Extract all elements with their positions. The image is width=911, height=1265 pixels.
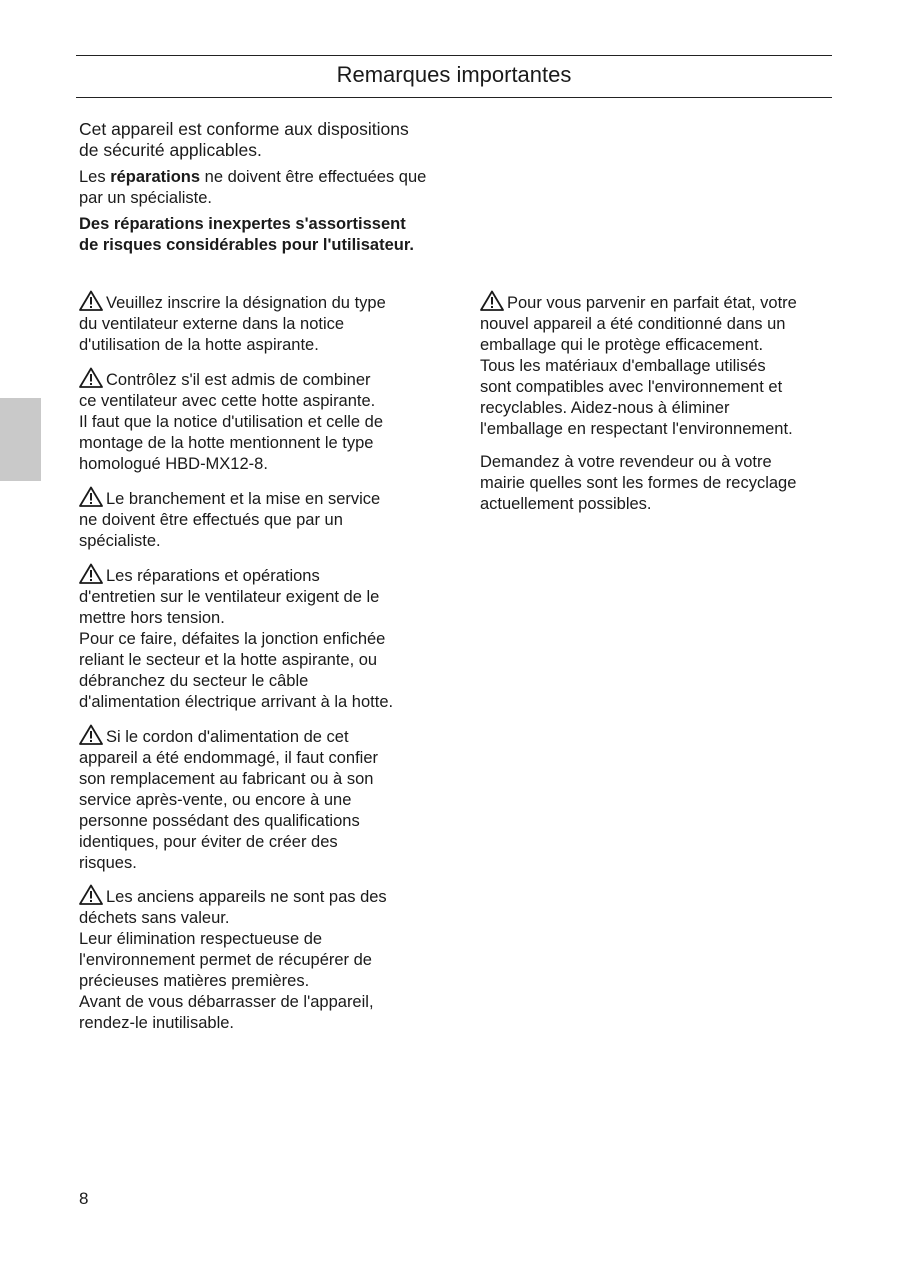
section-tab-marker xyxy=(0,398,41,481)
paragraph-line: Pour vous parvenir en parfait état, votre xyxy=(507,294,797,312)
warning-triangle-icon xyxy=(79,724,103,745)
header-bottom-rule xyxy=(76,97,832,98)
warning-line: rendez-le inutilisable. xyxy=(79,1014,235,1032)
warning-triangle-icon xyxy=(480,290,504,311)
warning-line: service après-vente, ou encore à une xyxy=(79,791,352,809)
warning-block-maintenance xyxy=(79,563,431,713)
repairs-bold: réparations xyxy=(110,168,201,186)
warning-line: Contrôlez s'il est admis de combiner xyxy=(106,371,371,389)
paragraph-line: Tous les matériaux d'emballage utilisés xyxy=(480,357,766,375)
warning-line: Les réparations et opérations xyxy=(106,567,320,585)
warning-triangle-icon xyxy=(79,563,103,584)
warning-line: précieuses matières premières. xyxy=(79,972,310,990)
warning-block-connection xyxy=(79,486,431,552)
warning-line: d'alimentation électrique arrivant à la hotte. xyxy=(79,693,394,711)
warning-line: d'entretien sur le ventilateur exigent de le xyxy=(79,588,380,606)
warning-line: du ventilateur externe dans la notice xyxy=(79,315,345,333)
warning-block-old-appliances xyxy=(79,884,431,1034)
warning-block-compatibility xyxy=(79,367,431,475)
warning-line: débranchez du secteur le câble xyxy=(79,672,309,690)
paragraph-line: emballage qui le protège efficacement. xyxy=(480,336,764,354)
warning-line: ce ventilateur avec cette hotte aspirante. xyxy=(79,392,376,410)
warning-line: appareil a été endommagé, il faut confier xyxy=(79,749,379,767)
warning-line: Si le cordon d'alimentation de cet xyxy=(106,728,349,746)
repairs-paragraph xyxy=(79,167,429,209)
warning-line: Il faut que la notice d'utilisation et celle de xyxy=(79,413,384,431)
repairs-suffix: ne doivent être effectuées que par un spécialiste. xyxy=(79,168,427,207)
paragraph-line: mairie quelles sont les formes de recyclage xyxy=(480,474,797,492)
warning-line: identiques, pour éviter de créer des xyxy=(79,833,338,851)
repairs-prefix: Les xyxy=(79,168,111,186)
warning-block-type-designation xyxy=(79,290,431,356)
risk-warning-paragraph: Des réparations inexpertes s'assortissent de risques considérables pour l'utilisateur. xyxy=(79,215,414,254)
warning-line: Le branchement et la mise en service xyxy=(106,490,381,508)
warning-triangle-icon xyxy=(79,486,103,507)
warning-line: mettre hors tension. xyxy=(79,609,225,627)
warning-line: montage de la hotte mentionnent le type xyxy=(79,434,374,452)
paragraph-line: sont compatibles avec l'environnement et xyxy=(480,378,783,396)
warning-triangle-icon xyxy=(79,290,103,311)
warning-triangle-icon xyxy=(79,884,103,905)
warning-line: spécialiste. xyxy=(79,532,161,550)
warning-line: personne possédant des qualifications xyxy=(79,812,360,830)
paragraph-line: nouvel appareil a été conditionné dans un xyxy=(480,315,786,333)
page-number: 8 xyxy=(79,1189,89,1208)
warning-line: ne doivent être effectués que par un xyxy=(79,511,343,529)
paragraph-line: actuellement possibles. xyxy=(480,495,652,513)
packaging-paragraph xyxy=(480,290,832,440)
warning-line: l'environnement permet de récupérer de xyxy=(79,951,372,969)
paragraph-line: recyclables. Aidez-nous à éliminer xyxy=(480,399,730,417)
warning-line: Leur élimination respectueuse de xyxy=(79,930,323,948)
warning-line: Avant de vous débarrasser de l'appareil, xyxy=(79,993,374,1011)
warning-line: déchets sans valeur. xyxy=(79,909,230,927)
paragraph-line: Demandez à votre revendeur ou à votre xyxy=(480,453,772,471)
warning-line: homologué HBD-MX12-8. xyxy=(79,455,268,473)
recycling-paragraph xyxy=(480,452,832,515)
warning-line: reliant le secteur et la hotte aspirante, ou xyxy=(79,651,378,669)
warning-triangle-icon xyxy=(79,367,103,388)
warning-block-power-cord xyxy=(79,724,431,874)
paragraph-line: l'emballage en respectant l'environnement. xyxy=(480,420,793,438)
warning-line: risques. xyxy=(79,854,137,872)
conformity-paragraph: Cet appareil est conforme aux dispositions de sécurité applicables. xyxy=(79,119,409,160)
header-top-rule xyxy=(76,55,832,56)
warning-line: Pour ce faire, défaites la jonction enfichée xyxy=(79,630,386,648)
warning-line: Veuillez inscrire la désignation du type xyxy=(106,294,386,312)
warning-line: Les anciens appareils ne sont pas des xyxy=(106,888,387,906)
page-title: Remarques importantes xyxy=(336,62,572,87)
warning-line: d'utilisation de la hotte aspirante. xyxy=(79,336,319,354)
warning-line: son remplacement au fabricant ou à son xyxy=(79,770,374,788)
